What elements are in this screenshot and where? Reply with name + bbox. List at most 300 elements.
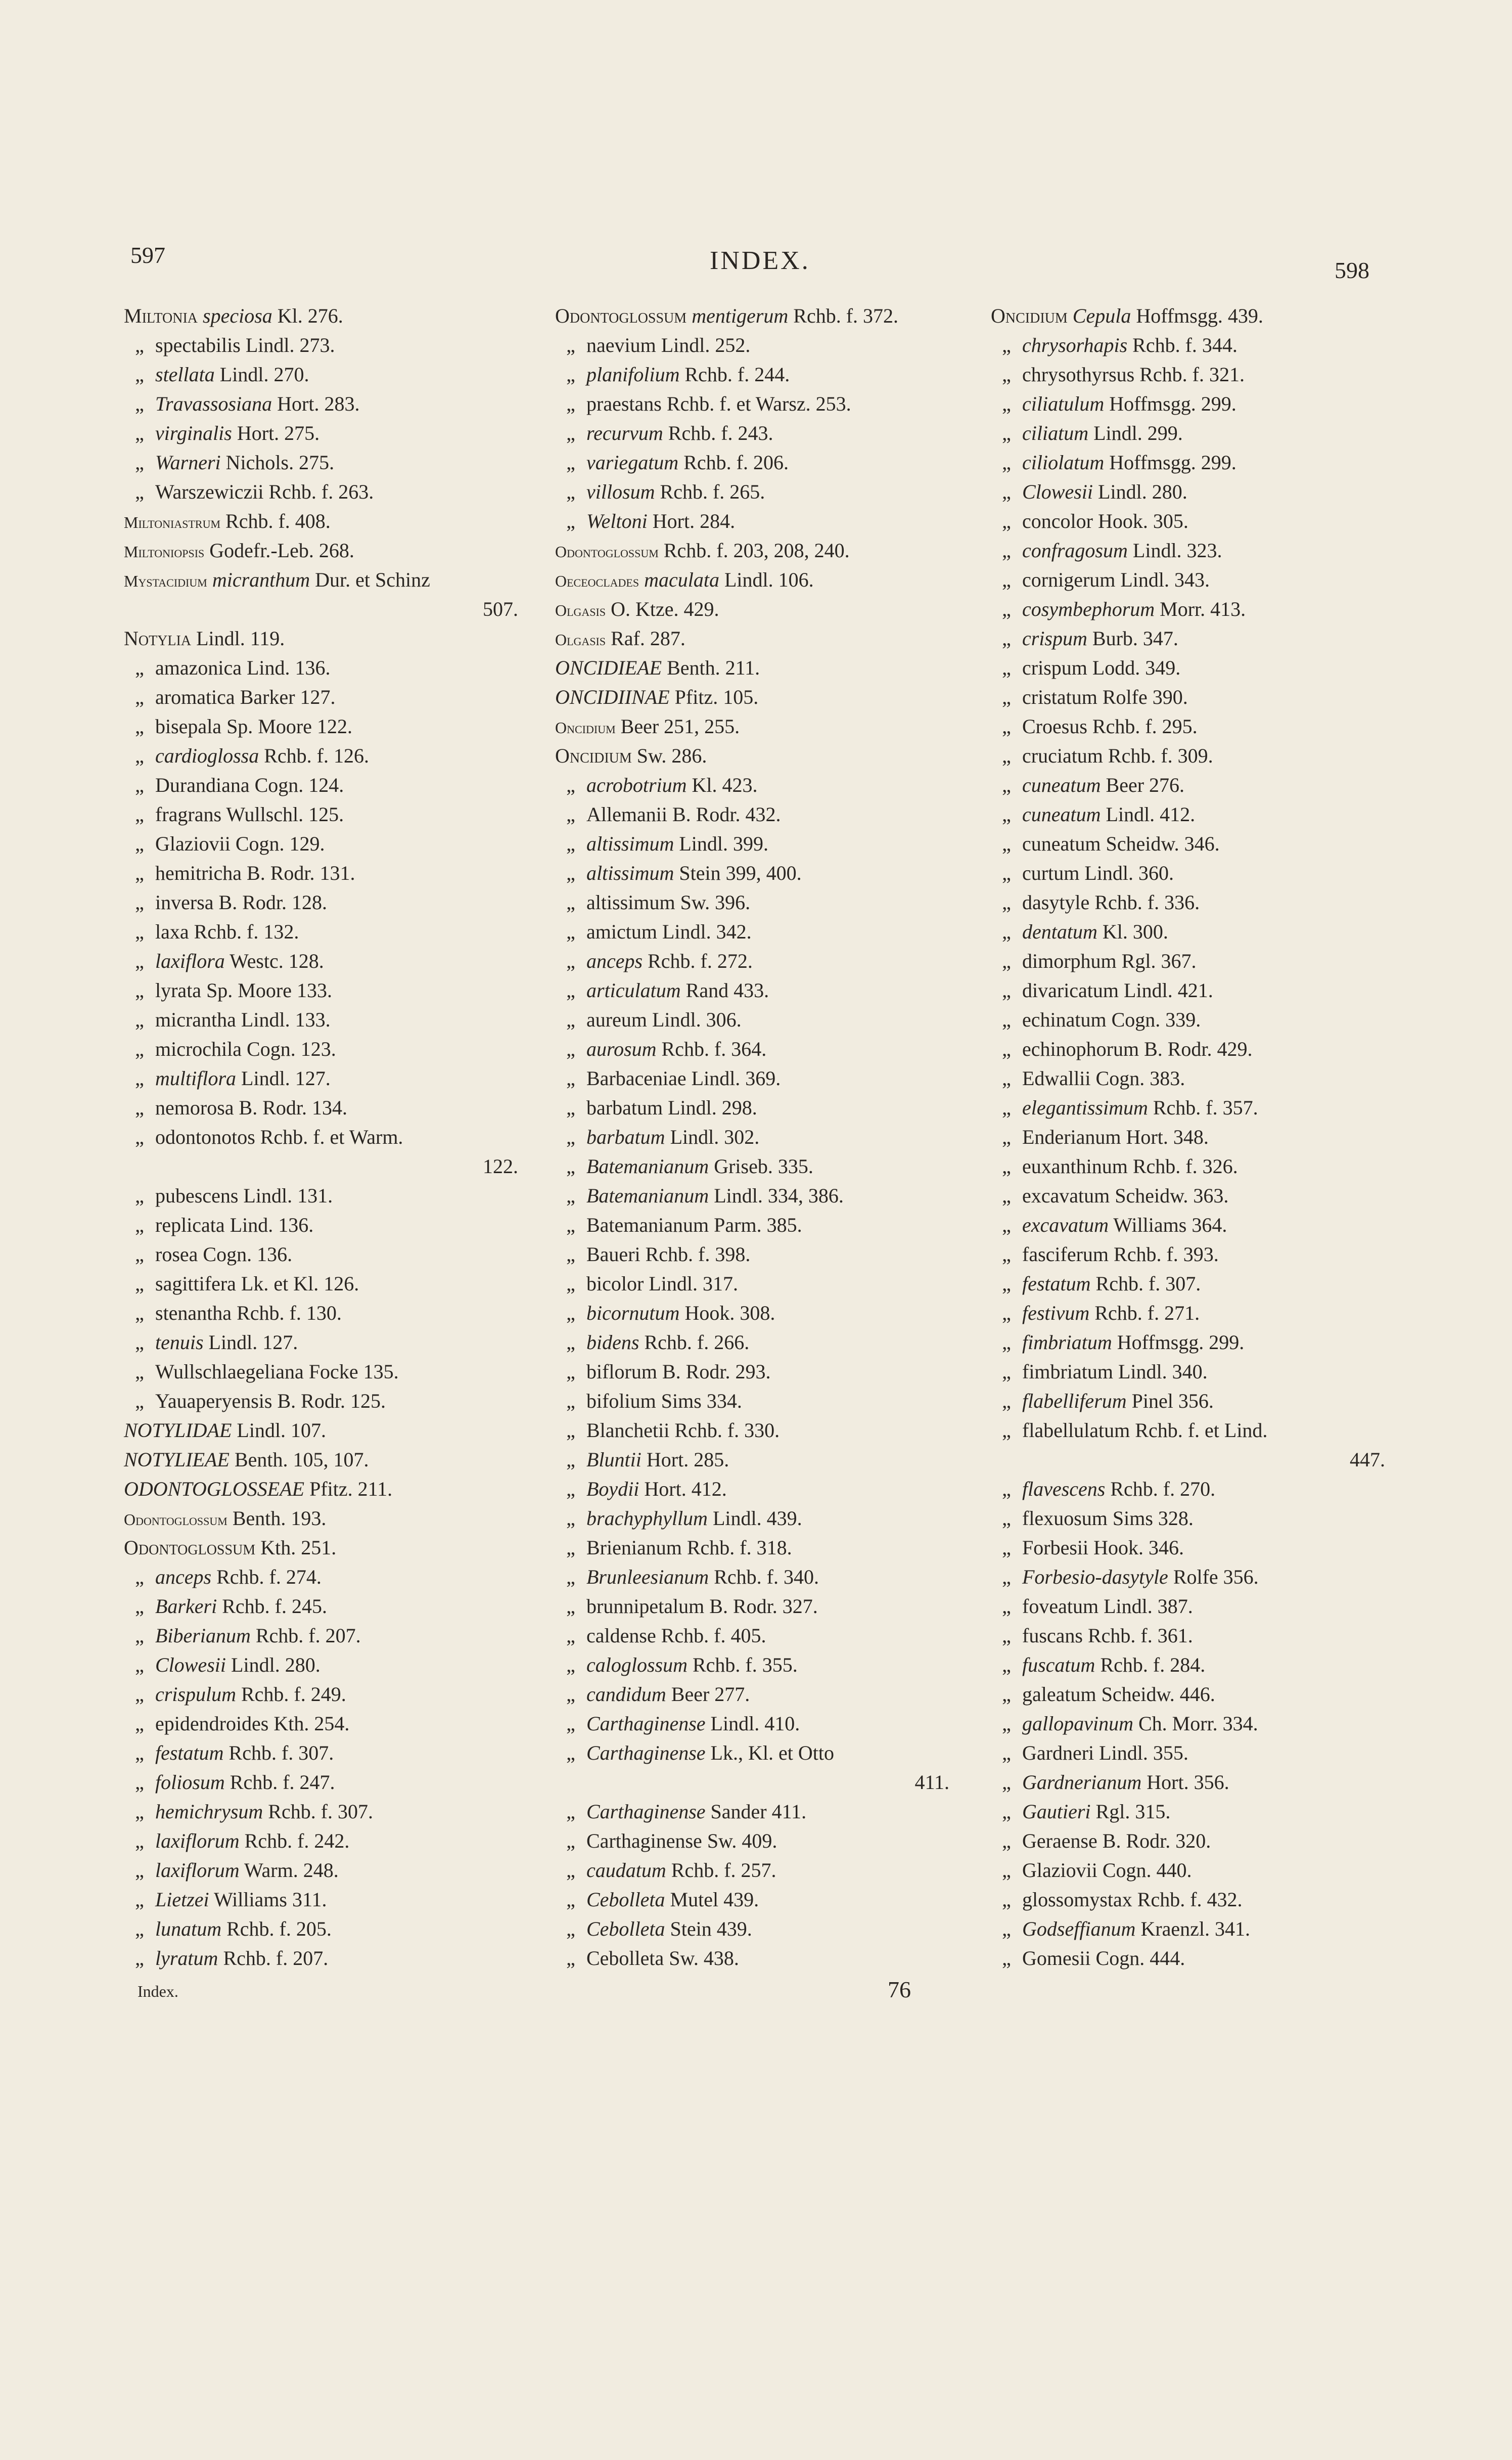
ditto-mark: „ xyxy=(135,1302,144,1324)
index-species: fasciferum xyxy=(1022,1243,1109,1266)
index-species: Cebolleta xyxy=(586,1917,665,1940)
ditto-mark: „ xyxy=(135,920,144,943)
index-entry xyxy=(555,1240,970,1269)
index-species: confragosum xyxy=(1022,539,1128,562)
index-citation: Cogn. 124. xyxy=(254,774,344,796)
index-entry xyxy=(555,1562,970,1592)
index-species: echinophorum xyxy=(1022,1038,1139,1060)
index-species: epidendroides xyxy=(155,1712,269,1735)
index-citation: Hoffmsgg. 299. xyxy=(1109,392,1236,415)
index-species: fuscans xyxy=(1022,1624,1083,1647)
index-genus: NOTYLIEAE xyxy=(124,1448,230,1471)
index-entry xyxy=(124,1650,538,1680)
index-species: Batemanianum xyxy=(586,1214,709,1236)
index-entry xyxy=(124,1680,538,1709)
index-species: Barkeri xyxy=(155,1595,217,1618)
index-entry xyxy=(124,800,538,829)
index-heading xyxy=(991,301,1405,331)
index-entry xyxy=(991,653,1405,683)
index-species: laxa xyxy=(155,920,189,943)
index-species: Lietzei xyxy=(155,1888,209,1911)
index-species: virginalis xyxy=(155,422,232,444)
index-citation: Scheidw. 446. xyxy=(1101,1683,1215,1706)
ditto-mark: „ xyxy=(135,363,144,386)
index-species: galeatum xyxy=(1022,1683,1096,1706)
index-entry xyxy=(124,1064,538,1093)
index-citation: Lk. et Kl. 126. xyxy=(241,1272,359,1295)
ditto-mark: „ xyxy=(135,1712,144,1735)
index-citation: Hort. 412. xyxy=(644,1478,727,1500)
index-species: bidens xyxy=(586,1331,639,1354)
index-species: micranthum xyxy=(212,568,310,591)
index-citation: Rchb. f. 244. xyxy=(684,363,790,386)
index-species: anceps xyxy=(155,1566,212,1588)
index-citation: Rchb. f. 336. xyxy=(1094,891,1200,914)
ditto-mark: „ xyxy=(135,1331,144,1354)
index-entry xyxy=(124,683,538,712)
index-entry xyxy=(991,1152,1405,1181)
ditto-mark: „ xyxy=(1002,1038,1011,1060)
index-species: rosea xyxy=(155,1243,198,1266)
index-entry xyxy=(555,331,970,360)
index-entry xyxy=(124,1035,538,1064)
index-entry xyxy=(555,1357,970,1386)
index-entry xyxy=(991,683,1405,712)
ditto-mark: „ xyxy=(566,1126,575,1148)
ditto-mark: „ xyxy=(135,744,144,767)
index-citation: Rchb. f. 207. xyxy=(255,1624,361,1647)
index-citation: Kl. 276. xyxy=(277,304,343,327)
index-entry xyxy=(555,1386,970,1416)
index-citation: Lindl. 410. xyxy=(710,1712,800,1735)
index-genus: NOTYLIDAE xyxy=(124,1419,232,1442)
index-citation: Rchb. f. 274. xyxy=(216,1566,322,1588)
index-heading xyxy=(555,741,970,771)
ditto-mark: „ xyxy=(1002,862,1011,884)
index-citation: Williams 364. xyxy=(1113,1214,1227,1236)
index-species: caldense xyxy=(586,1624,656,1647)
ditto-mark: „ xyxy=(1002,686,1011,708)
index-species: cornigerum xyxy=(1022,568,1116,591)
ditto-mark: „ xyxy=(135,1829,144,1852)
ditto-mark: „ xyxy=(566,1067,575,1090)
ditto-mark: „ xyxy=(135,1096,144,1119)
index-citation: Lindl. 360. xyxy=(1084,862,1174,884)
index-citation: Lindl. 107. xyxy=(237,1419,327,1442)
index-entry xyxy=(555,507,970,536)
ditto-mark: „ xyxy=(1002,1888,1011,1911)
index-species: speciosa xyxy=(203,304,272,327)
ditto-mark: „ xyxy=(135,950,144,972)
index-genus: Oncidium xyxy=(991,304,1068,327)
index-genus: Olgasis xyxy=(555,631,606,649)
index-citation: Cogn. 339. xyxy=(1111,1008,1201,1031)
index-heading xyxy=(555,712,970,741)
index-species: Carthaginense xyxy=(586,1829,702,1852)
index-citation: Rchb. f. et Warsz. 253. xyxy=(666,392,851,415)
index-entry xyxy=(555,829,970,859)
index-citation: Kl. 300. xyxy=(1102,920,1168,943)
ditto-mark: „ xyxy=(1002,392,1011,415)
ditto-mark: „ xyxy=(566,1829,575,1852)
index-species: pubescens xyxy=(155,1184,239,1207)
index-species: recurvum xyxy=(586,422,663,444)
index-genus: Olgasis xyxy=(555,601,606,619)
index-citation: Lindl. 280. xyxy=(1098,480,1187,503)
index-citation: Rchb. f. 309. xyxy=(1108,744,1213,767)
index-entry xyxy=(555,947,970,976)
index-species: articulatum xyxy=(586,979,681,1002)
index-citation: Rchb. f. 361. xyxy=(1087,1624,1193,1647)
index-heading xyxy=(124,1416,538,1445)
page-number-right: 598 xyxy=(1335,257,1369,283)
index-citation: Sw. 396. xyxy=(680,891,751,914)
index-species: stellata xyxy=(155,363,215,386)
ditto-mark: „ xyxy=(1002,920,1011,943)
index-species: concolor xyxy=(1022,510,1093,532)
ditto-mark: „ xyxy=(135,1126,144,1148)
index-species: Travassosiana xyxy=(155,392,272,415)
index-species: Warneri xyxy=(155,451,221,474)
index-citation: Sp. Moore 133. xyxy=(206,979,332,1002)
ditto-mark: „ xyxy=(566,1243,575,1266)
index-species: chrysothyrsus xyxy=(1022,363,1135,386)
index-continuation xyxy=(124,1152,538,1181)
index-species: Batemanianum xyxy=(586,1184,709,1207)
ditto-mark: „ xyxy=(566,1507,575,1530)
index-species: Clowesii xyxy=(1022,480,1093,503)
ditto-mark: „ xyxy=(135,1917,144,1940)
index-entry xyxy=(124,1592,538,1621)
index-species: Biberianum xyxy=(155,1624,251,1647)
index-species: crispum xyxy=(1022,656,1087,679)
index-citation: Rchb. f. 271. xyxy=(1094,1302,1200,1324)
index-species: Durandiana xyxy=(155,774,250,796)
ditto-mark: „ xyxy=(135,832,144,855)
index-entry xyxy=(555,1856,970,1885)
ditto-mark: „ xyxy=(135,1771,144,1794)
index-continuation xyxy=(991,1445,1405,1474)
index-entry xyxy=(991,1123,1405,1152)
index-citation: Lindl. 127. xyxy=(241,1067,331,1090)
page-title: INDEX. xyxy=(710,246,810,275)
index-citation: Kraenzl. 341. xyxy=(1140,1917,1251,1940)
index-heading xyxy=(124,1533,538,1562)
index-species: Allemanii xyxy=(586,803,667,826)
index-citation: Lindl. 317. xyxy=(649,1272,738,1295)
index-species: flabelliferum xyxy=(1022,1390,1127,1412)
ditto-mark: „ xyxy=(1002,1947,1011,1970)
index-species: Clowesii xyxy=(155,1653,226,1676)
ditto-mark: „ xyxy=(1002,627,1011,650)
ditto-mark: „ xyxy=(1002,1771,1011,1794)
index-entry xyxy=(124,976,538,1005)
index-continuation xyxy=(124,595,538,624)
index-entry xyxy=(555,976,970,1005)
index-citation: B. Rodr. 327. xyxy=(709,1595,818,1618)
index-entry xyxy=(991,1650,1405,1680)
index-citation: Cogn. 136. xyxy=(203,1243,293,1266)
index-citation: Lindl. 280. xyxy=(231,1653,320,1676)
index-species: altissimum xyxy=(586,891,675,914)
ditto-mark: „ xyxy=(1002,1478,1011,1500)
ditto-mark: „ xyxy=(135,686,144,708)
index-species: festivum xyxy=(1022,1302,1090,1324)
index-species: naevium xyxy=(586,334,656,356)
index-species: inversa xyxy=(155,891,214,914)
ditto-mark: „ xyxy=(1002,1829,1011,1852)
index-entry xyxy=(124,477,538,507)
index-species: bicolor xyxy=(586,1272,644,1295)
index-entry xyxy=(124,419,538,448)
index-entry xyxy=(555,888,970,917)
index-entry xyxy=(991,1856,1405,1885)
index-species: fimbriatum xyxy=(1022,1331,1112,1354)
index-entry xyxy=(991,1768,1405,1797)
ditto-mark: „ xyxy=(1002,891,1011,914)
ditto-mark: „ xyxy=(566,1624,575,1647)
index-citation: Lindl. 399. xyxy=(679,832,769,855)
index-citation: Rchb. f. 307. xyxy=(268,1800,374,1823)
index-species: multiflora xyxy=(155,1067,237,1090)
index-entry xyxy=(124,1240,538,1269)
index-citation: Kth. 251. xyxy=(260,1536,337,1559)
index-species: aureum xyxy=(586,1008,647,1031)
ditto-mark: „ xyxy=(135,451,144,474)
index-entry xyxy=(555,1445,970,1474)
index-citation: Wullschl. 125. xyxy=(226,803,344,826)
ditto-mark: „ xyxy=(566,1214,575,1236)
index-species: gallopavinum xyxy=(1022,1712,1133,1735)
index-citation: Rchb. f. 355. xyxy=(693,1653,798,1676)
index-species: glossomystax xyxy=(1022,1888,1132,1911)
index-species: Brunleesianum xyxy=(586,1566,709,1588)
ditto-mark: „ xyxy=(135,1595,144,1618)
index-species: Baueri xyxy=(586,1243,640,1266)
index-genus: Oeceoclades xyxy=(555,572,639,590)
index-citation: Focke 135. xyxy=(308,1360,399,1383)
ditto-mark: „ xyxy=(566,950,575,972)
ditto-mark: „ xyxy=(566,1741,575,1764)
index-species: caudatum xyxy=(586,1859,666,1882)
index-species: Forbesio-dasytyle xyxy=(1022,1566,1168,1588)
index-entry xyxy=(991,1035,1405,1064)
index-citation: Rchb. f. 318. xyxy=(686,1536,792,1559)
index-citation: Beer 251, 255. xyxy=(620,715,740,738)
index-entry xyxy=(991,507,1405,536)
index-entry xyxy=(991,1181,1405,1211)
index-citation: Hort. 285. xyxy=(646,1448,729,1471)
index-citation: Nichols. 275. xyxy=(225,451,335,474)
ditto-mark: „ xyxy=(566,480,575,503)
index-citation: Hoffmsgg. 299. xyxy=(1117,1331,1245,1354)
ditto-mark: „ xyxy=(1002,1566,1011,1588)
index-entry xyxy=(991,1416,1405,1445)
index-species: crispulum xyxy=(155,1683,236,1706)
index-entry xyxy=(991,536,1405,565)
ditto-mark: „ xyxy=(1002,1507,1011,1530)
ditto-mark: „ xyxy=(135,862,144,884)
ditto-mark: „ xyxy=(1002,715,1011,738)
index-species: villosum xyxy=(586,480,655,503)
index-species: Geraense xyxy=(1022,1829,1097,1852)
ditto-mark: „ xyxy=(1002,422,1011,444)
index-citation: Stein 399, 400. xyxy=(679,862,802,884)
ditto-mark: „ xyxy=(566,1917,575,1940)
ditto-mark: „ xyxy=(135,1243,144,1266)
index-citation: Stein 439. xyxy=(670,1917,752,1940)
index-heading xyxy=(555,624,970,653)
index-citation: Lindl. 133. xyxy=(241,1008,331,1031)
ditto-mark: „ xyxy=(1002,1214,1011,1236)
index-citation: Rchb. f. 393. xyxy=(1114,1243,1219,1266)
index-genus: Odontoglossum xyxy=(555,543,659,561)
index-species: Forbesii xyxy=(1022,1536,1089,1559)
ditto-mark: „ xyxy=(1002,1653,1011,1676)
index-entry xyxy=(991,1592,1405,1621)
index-species: Boydii xyxy=(586,1478,639,1500)
index-genus: Oncidium xyxy=(555,719,616,737)
index-entry xyxy=(991,771,1405,800)
index-species: candidum xyxy=(586,1683,666,1706)
index-species: bifolium xyxy=(586,1390,656,1412)
index-species: dentatum xyxy=(1022,920,1097,943)
ditto-mark: „ xyxy=(1002,1184,1011,1207)
ditto-mark: „ xyxy=(566,363,575,386)
ditto-mark: „ xyxy=(566,422,575,444)
index-species: maculata xyxy=(644,568,719,591)
index-species: bicornutum xyxy=(586,1302,680,1324)
ditto-mark: „ xyxy=(1002,334,1011,356)
ditto-mark: „ xyxy=(566,1800,575,1823)
ditto-mark: „ xyxy=(566,1653,575,1676)
index-species: spectabilis xyxy=(155,334,241,356)
index-entry xyxy=(555,800,970,829)
index-species: Cebolleta xyxy=(586,1888,665,1911)
ditto-mark: „ xyxy=(566,1566,575,1588)
index-citation: Burb. 347. xyxy=(1092,627,1178,650)
index-entry xyxy=(991,1533,1405,1562)
index-species: dasytyle xyxy=(1022,891,1090,914)
index-citation: Lindl. 421. xyxy=(1124,979,1213,1002)
index-citation: Lindl. 343. xyxy=(1120,568,1210,591)
index-citation: Rchb. f. 344. xyxy=(1132,334,1238,356)
index-entry xyxy=(555,1797,970,1826)
index-citation: B. Rodr. 134. xyxy=(239,1096,347,1119)
index-citation: Rchb. f. 132. xyxy=(194,920,299,943)
index-citation: Rchb. f. 207. xyxy=(223,1947,329,1970)
index-citation: Raf. 287. xyxy=(611,627,685,650)
index-entry xyxy=(555,1093,970,1123)
index-citation: Lindl. 273. xyxy=(245,334,335,356)
index-citation: Sw. 438. xyxy=(669,1947,739,1970)
index-citation: Pfitz. 211. xyxy=(309,1478,393,1500)
index-species: lyrata xyxy=(155,979,202,1002)
index-entry xyxy=(555,1709,970,1738)
index-entry xyxy=(991,1093,1405,1123)
index-citation: 411. xyxy=(914,1771,949,1794)
index-citation: Scheidw. 363. xyxy=(1115,1184,1229,1207)
ditto-mark: „ xyxy=(566,1272,575,1295)
ditto-mark: „ xyxy=(566,1888,575,1911)
index-entry xyxy=(991,1885,1405,1914)
index-citation: Rchb. f. 265. xyxy=(660,480,765,503)
index-citation: Hoffmsgg. 299. xyxy=(1109,451,1236,474)
ditto-mark: „ xyxy=(1002,1302,1011,1324)
ditto-mark: „ xyxy=(566,979,575,1002)
ditto-mark: „ xyxy=(1002,598,1011,620)
index-citation: Sims 328. xyxy=(1112,1507,1194,1530)
index-heading xyxy=(555,653,970,683)
index-species: hemichrysum xyxy=(155,1800,263,1823)
ditto-mark: „ xyxy=(566,1038,575,1060)
ditto-mark: „ xyxy=(1002,803,1011,826)
index-entry xyxy=(991,565,1405,595)
index-species: micrantha xyxy=(155,1008,236,1031)
index-citation: Lindl. 299. xyxy=(1093,422,1183,444)
index-entry xyxy=(124,1885,538,1914)
index-species: Enderianum xyxy=(1022,1126,1121,1148)
index-entry xyxy=(124,1826,538,1856)
index-genus: ODONTOGLOSSEAE xyxy=(124,1478,305,1500)
ditto-mark: „ xyxy=(566,1536,575,1559)
index-species: brachyphyllum xyxy=(586,1507,708,1530)
index-species: Godseffianum xyxy=(1022,1917,1136,1940)
index-entry xyxy=(991,1504,1405,1533)
ditto-mark: „ xyxy=(135,1272,144,1295)
index-entry xyxy=(991,1944,1405,1973)
index-entry xyxy=(991,1738,1405,1768)
index-citation: Sw. 286. xyxy=(636,744,707,767)
index-entry xyxy=(124,360,538,389)
index-species: divaricatum xyxy=(1022,979,1119,1002)
index-citation: Dur. et Schinz xyxy=(315,568,430,591)
index-citation: Barker 127. xyxy=(240,686,336,708)
index-species: foveatum xyxy=(1022,1595,1099,1618)
ditto-mark: „ xyxy=(566,1712,575,1735)
index-entry xyxy=(124,1386,538,1416)
index-species: Carthaginense xyxy=(586,1712,706,1735)
index-species: cosymbephorum xyxy=(1022,598,1155,620)
index-entry xyxy=(555,1005,970,1035)
index-entry xyxy=(555,1123,970,1152)
index-citation: Rand 433. xyxy=(685,979,769,1002)
index-entry xyxy=(555,1064,970,1093)
index-citation: B. Rodr. 432. xyxy=(672,803,781,826)
index-species: excavatum xyxy=(1022,1184,1110,1207)
index-species: tenuis xyxy=(155,1331,204,1354)
index-species: lyratum xyxy=(155,1947,218,1970)
index-citation: Rchb. f. 364. xyxy=(661,1038,767,1060)
ditto-mark: „ xyxy=(1002,744,1011,767)
index-species: biflorum xyxy=(586,1360,657,1383)
ditto-mark: „ xyxy=(566,1331,575,1354)
index-entry xyxy=(991,1328,1405,1357)
ditto-mark: „ xyxy=(1002,1067,1011,1090)
index-citation: Hort. 283. xyxy=(277,392,360,415)
index-species: Carthaginense xyxy=(586,1741,706,1764)
index-entry xyxy=(124,947,538,976)
ditto-mark: „ xyxy=(566,1448,575,1471)
ditto-mark: „ xyxy=(566,832,575,855)
index-citation: Rchb. f. 247. xyxy=(230,1771,335,1794)
index-species: praestans xyxy=(586,392,662,415)
index-citation: Hook. 346. xyxy=(1093,1536,1184,1559)
index-heading xyxy=(124,624,538,653)
ditto-mark: „ xyxy=(1002,950,1011,972)
index-species: Yauaperyensis xyxy=(155,1390,272,1412)
index-entry xyxy=(555,771,970,800)
